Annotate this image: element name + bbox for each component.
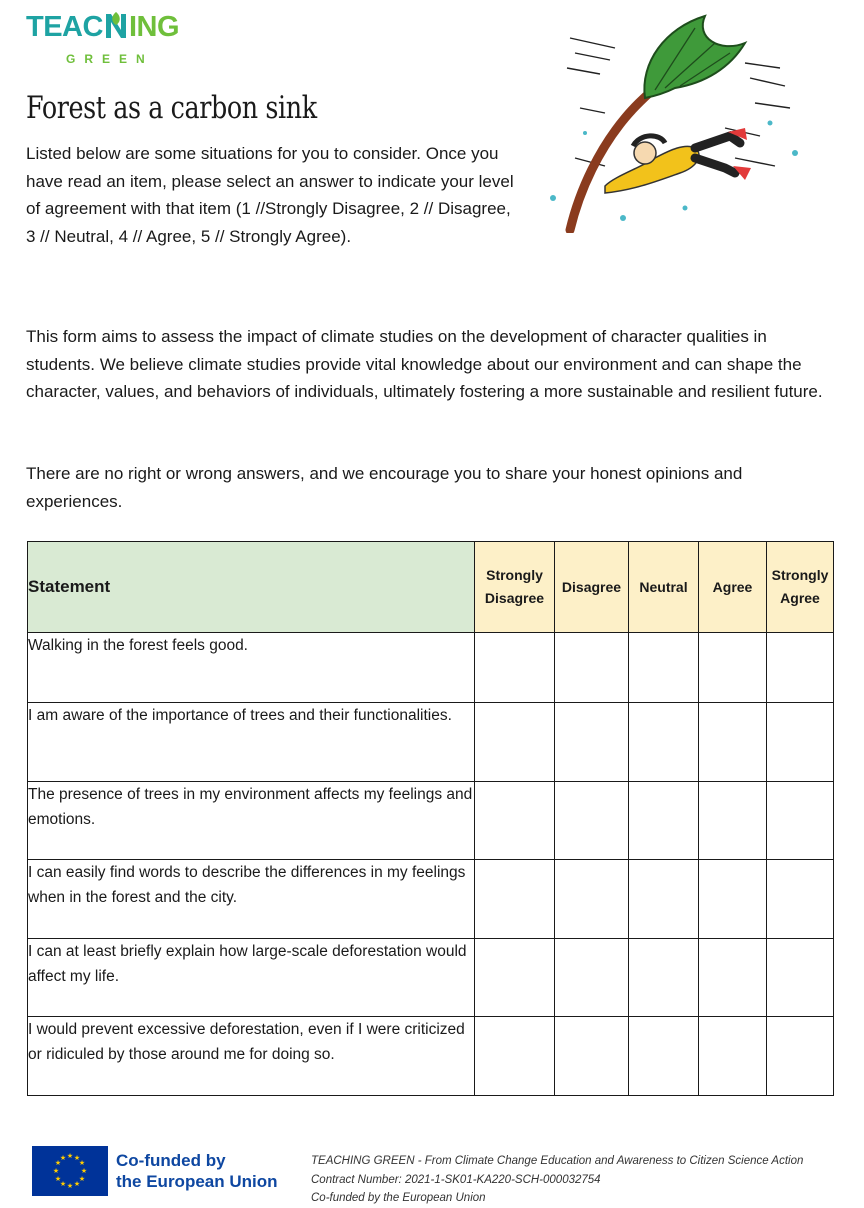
page-footer: [0, 1140, 864, 1207]
answer-cell-strongly-disagree[interactable]: [475, 860, 555, 939]
table-row: [28, 633, 834, 703]
svg-text:★: ★: [54, 1159, 62, 1167]
option-header-strongly-disagree: [475, 542, 555, 633]
answer-cell-agree[interactable]: [699, 633, 767, 703]
project-footnote: [311, 1152, 803, 1208]
statement-text: I would prevent excessive deforestation, even if I were criticized or ridiculed by those around me for doing so.: [28, 1017, 475, 1096]
option-header-label: Disagree: [561, 578, 622, 595]
statement-text: The presence of trees in my environment affects my feelings and emotions.: [28, 781, 475, 860]
answer-cell-strongly-agree[interactable]: [767, 860, 834, 939]
survey-table: [27, 541, 834, 1096]
answer-cell-strongly-disagree[interactable]: [475, 781, 555, 860]
answer-cell-agree[interactable]: [699, 781, 767, 860]
svg-text:★: ★: [66, 1152, 74, 1160]
answer-cell-disagree[interactable]: [555, 703, 629, 782]
eu-label-line1: Co-funded by: [116, 1151, 226, 1170]
eu-label-line2: the European Union: [116, 1172, 278, 1191]
table-row: [28, 860, 834, 939]
eu-flag-icon: [32, 1146, 108, 1196]
option-header-neutral: [629, 542, 699, 633]
answer-cell-neutral[interactable]: [629, 938, 699, 1017]
option-header-line1: Strongly: [486, 567, 543, 583]
option-header-label: Agree: [712, 578, 753, 595]
teaching-green-logo: [26, 10, 206, 66]
answer-cell-agree[interactable]: [699, 703, 767, 782]
answer-cell-disagree[interactable]: [555, 860, 629, 939]
svg-text:★: ★: [78, 1175, 86, 1183]
option-header-line1: Strongly: [771, 567, 829, 583]
svg-text:★: ★: [80, 1167, 88, 1175]
answer-cell-neutral[interactable]: [629, 1017, 699, 1096]
statement-text: I can at least briefly explain how large-scale deforestation would affect my life.: [28, 938, 475, 1017]
table-header-row: [28, 542, 834, 633]
statement-column-header: Statement: [28, 542, 475, 633]
answer-cell-strongly-disagree[interactable]: [475, 633, 555, 703]
page-title: Forest as a carbon sink: [26, 90, 317, 126]
svg-text:★: ★: [73, 1180, 81, 1188]
answer-cell-neutral[interactable]: [629, 703, 699, 782]
statement-text: I am aware of the importance of trees and their functionalities.: [28, 703, 475, 782]
footnote-line3: Co-funded by the European Union: [311, 1192, 486, 1204]
answer-cell-disagree[interactable]: [555, 1017, 629, 1096]
logo-wordmark: [26, 10, 179, 44]
option-header-strongly-agree: [767, 542, 834, 633]
instructions-paragraph: There are no right or wrong answers, and we encourage you to share your honest opinions and experiences.: [26, 464, 743, 511]
answer-cell-strongly-disagree[interactable]: [475, 938, 555, 1017]
svg-text:★: ★: [59, 1180, 67, 1188]
svg-text:★: ★: [78, 1159, 86, 1167]
answer-cell-disagree[interactable]: [555, 781, 629, 860]
eu-funding-label: [116, 1150, 278, 1192]
logo-text-part1: TEAC: [26, 11, 103, 43]
option-header-agree: [699, 542, 767, 633]
svg-text:★: ★: [73, 1154, 81, 1162]
intro-text: Listed below are some situations for you to consider. Once you have read an item, please select an answer to indicate your level of agreement with that item (1 //Strongly Disagree, 2 // Disagree, 3 // Neutral, 4 // Agree, 5 // Strongly Agree).: [26, 144, 514, 246]
table-row: [28, 703, 834, 782]
answer-cell-neutral[interactable]: [629, 633, 699, 703]
statement-text: I can easily find words to describe the differences in my feelings when in the forest and the city.: [28, 860, 475, 939]
answer-cell-strongly-disagree[interactable]: [475, 703, 555, 782]
table-row: [28, 781, 834, 860]
answer-cell-neutral[interactable]: [629, 860, 699, 939]
svg-text:★: ★: [52, 1167, 60, 1175]
answer-cell-strongly-disagree[interactable]: [475, 1017, 555, 1096]
option-header-label: Neutral: [639, 578, 688, 595]
answer-cell-agree[interactable]: [699, 860, 767, 939]
answer-cell-strongly-agree[interactable]: [767, 938, 834, 1017]
answer-cell-disagree[interactable]: [555, 938, 629, 1017]
answer-cell-neutral[interactable]: [629, 781, 699, 860]
option-header-disagree: [555, 542, 629, 633]
answer-cell-disagree[interactable]: [555, 633, 629, 703]
svg-text:★: ★: [59, 1154, 67, 1162]
statement-text: Walking in the forest feels good.: [28, 633, 475, 703]
windy-palm-tree-illustration: [545, 8, 815, 233]
answer-cell-strongly-agree[interactable]: [767, 703, 834, 782]
footnote-line2: Contract Number: 2021-1-SK01-KA220-SCH-000032754: [311, 1173, 601, 1186]
answer-cell-agree[interactable]: [699, 938, 767, 1017]
answer-cell-strongly-agree[interactable]: [767, 1017, 834, 1096]
logo-tree-n-icon: [103, 10, 129, 40]
option-header-line2: Agree: [780, 590, 820, 606]
option-header-line2: Disagree: [484, 590, 545, 606]
answer-cell-strongly-agree[interactable]: [767, 781, 834, 860]
table-row: [28, 938, 834, 1017]
logo-subtitle: GREEN: [66, 52, 154, 66]
svg-text:★: ★: [54, 1175, 62, 1183]
answer-cell-agree[interactable]: [699, 1017, 767, 1096]
table-row: [28, 1017, 834, 1096]
answer-cell-strongly-agree[interactable]: [767, 633, 834, 703]
footnote-line1: TEACHING GREEN - From Climate Change Education and Awareness to Citizen Science Action: [311, 1155, 804, 1167]
logo-text-part2: ING: [128, 11, 180, 43]
purpose-paragraph: This form aims to assess the impact of climate studies on the development of character qualities in students. We believe climate studies provide vital knowledge about our environment and can shape the character, values, and behaviors of individuals, ultimately fostering a more sustainable and resilient future.: [26, 327, 823, 402]
svg-text:★: ★: [66, 1182, 74, 1190]
